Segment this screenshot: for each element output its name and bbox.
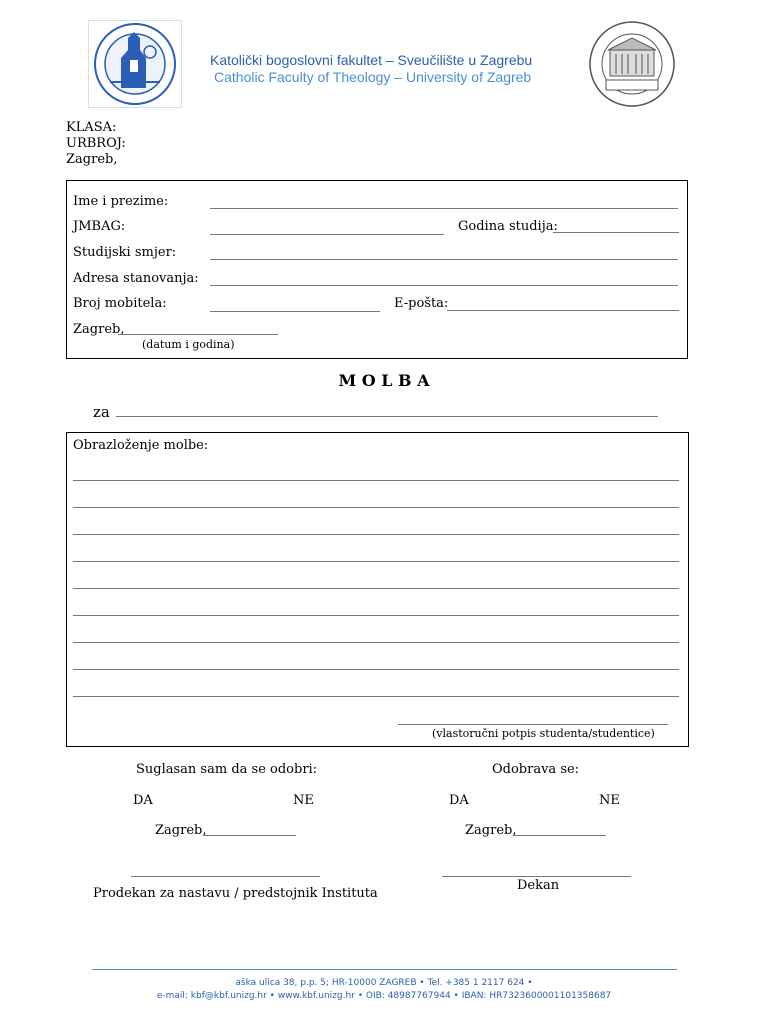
jmbag-field[interactable] — [210, 234, 444, 235]
reason-line[interactable] — [73, 507, 679, 508]
mobitel-label: Broj mobitela: — [73, 296, 167, 311]
footer-contact: e-mail: kbf@kbf.unizg.hr • www.kbf.unizg.hr • OIB: 48987767944 • IBAN: HR7323600001101358687 — [156, 991, 612, 1001]
footer-divider — [92, 969, 677, 970]
faculty-logo-left — [88, 20, 182, 108]
right-da-option[interactable]: DA — [449, 793, 469, 808]
left-date-field[interactable] — [203, 835, 296, 836]
godina-label: Godina studija: — [458, 219, 558, 234]
reason-line[interactable] — [73, 696, 679, 697]
dekan-signature-line[interactable] — [442, 876, 631, 877]
reason-line[interactable] — [73, 669, 679, 670]
left-da-option[interactable]: DA — [133, 793, 153, 808]
zagreb-date-label: Zagreb, — [73, 322, 125, 337]
reason-line[interactable] — [73, 588, 679, 589]
smjer-field[interactable] — [210, 259, 678, 260]
faculty-name-en: Catholic Faculty of Theology – University of Zagreb — [214, 69, 532, 85]
right-zagreb-label: Zagreb, — [465, 823, 517, 838]
signature-hint: (vlastoručni potpis studenta/studentice) — [432, 727, 655, 740]
eposta-label: E-pošta: — [394, 296, 449, 311]
right-ne-option[interactable]: NE — [599, 793, 620, 808]
eposta-field[interactable] — [447, 310, 679, 311]
reason-line[interactable] — [73, 534, 679, 535]
reason-line[interactable] — [73, 480, 679, 481]
klasa-label: KLASA: — [66, 120, 117, 135]
university-seal-right — [584, 20, 680, 108]
left-ne-option[interactable]: NE — [293, 793, 314, 808]
student-signature-line[interactable] — [398, 724, 668, 725]
reason-line[interactable] — [73, 642, 679, 643]
za-field[interactable] — [116, 416, 658, 417]
smjer-label: Studijski smjer: — [73, 245, 177, 260]
left-zagreb-label: Zagreb, — [155, 823, 207, 838]
ime-field[interactable] — [210, 208, 678, 209]
date-hint: (datum i godina) — [142, 338, 235, 351]
reason-line[interactable] — [73, 561, 679, 562]
faculty-name-hr: Katolički bogoslovni fakultet – Sveučilište u Zagrebu — [210, 52, 533, 68]
zagreb-label: Zagreb, — [66, 152, 118, 167]
za-label: za — [93, 403, 110, 421]
urbroj-label: URBROJ: — [66, 136, 126, 151]
approval-right-heading: Odobrava se: — [492, 762, 580, 777]
mobitel-field[interactable] — [210, 311, 380, 312]
date-field[interactable] — [118, 334, 278, 335]
prodekan-role: Prodekan za nastavu / predstojnik Instituta — [93, 886, 378, 901]
reason-line[interactable] — [73, 615, 679, 616]
ime-label: Ime i prezime: — [73, 194, 169, 209]
adresa-field[interactable] — [210, 285, 678, 286]
adresa-label: Adresa stanovanja: — [73, 271, 199, 286]
jmbag-label: JMBAG: — [73, 219, 126, 234]
dekan-role: Dekan — [517, 878, 560, 893]
footer-address: aška ulica 38, p.p. 5; HR-10000 ZAGREB • Tel. +385 1 2117 624 • — [235, 978, 533, 988]
godina-field[interactable] — [553, 232, 679, 233]
right-date-field[interactable] — [513, 835, 606, 836]
reason-label: Obrazloženje molbe: — [73, 438, 209, 453]
prodekan-signature-line[interactable] — [131, 876, 320, 877]
molba-title: M O L B A — [338, 371, 430, 390]
approval-left-heading: Suglasan sam da se odobri: — [136, 762, 318, 777]
